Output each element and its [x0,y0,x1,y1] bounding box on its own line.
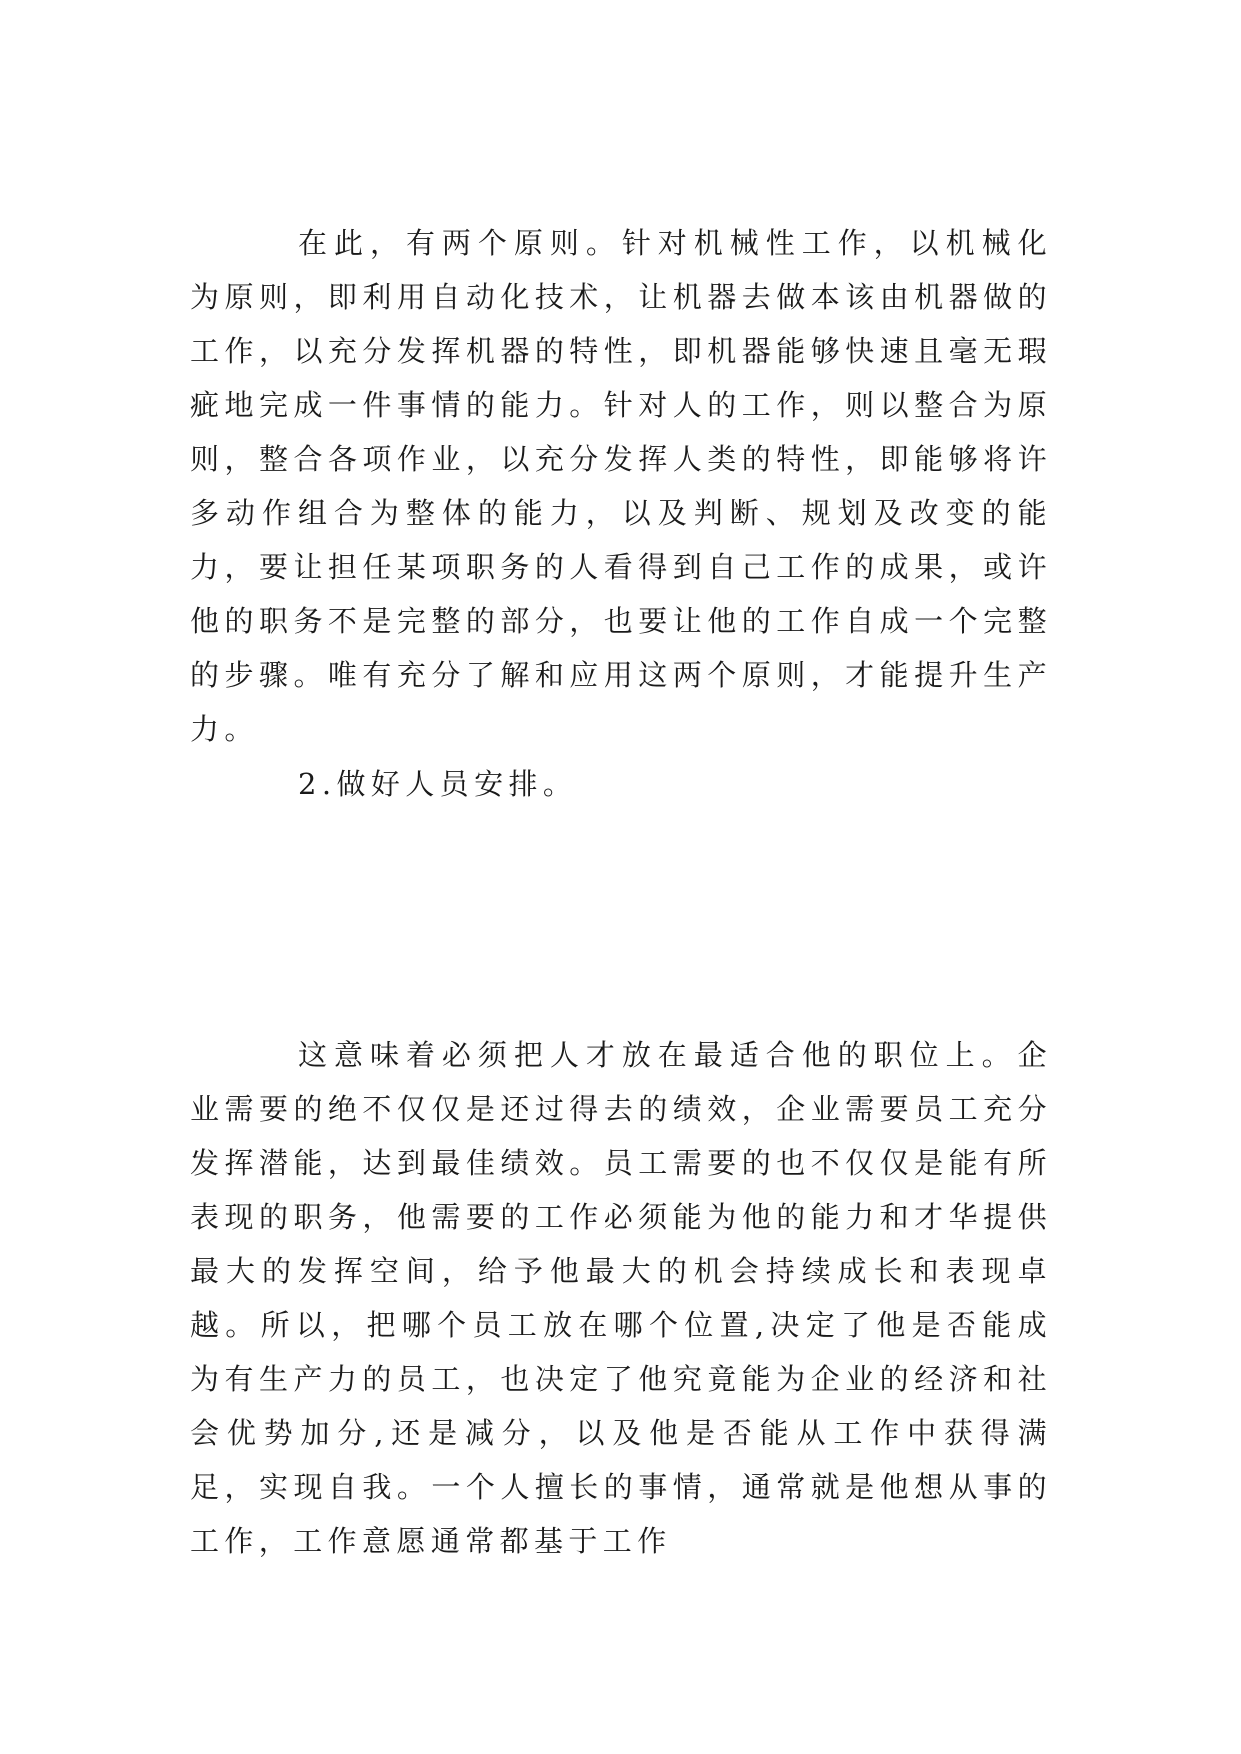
body-paragraph-principles: 在此，有两个原则。针对机械性工作，以机械化为原则，即利用自动化技术，让机器去做本该由机器做的工作，以充分发挥机器的特性，即机器能够快速且毫无瑕疵地完成一件事情的能力。针对人的工作，则以整合为原则，整合各项作业，以充分发挥人类的特性，即能够将许多动作组合为整体的能力，以及判断、规划及改变的能力，要让担任某项职务的人看得到自己工作的成果，或许他的职务不是完整的部分，也要让他的工作自成一个完整的步骤。唯有充分了解和应用这两个原则，才能提升生产力。 [190,226,1052,746]
body-paragraph-placement: 这意味着必须把人才放在最适合他的职位上。企业需要的绝不仅仅是还过得去的绩效，企业需要员工充分发挥潜能，达到最佳绩效。员工需要的也不仅仅是能有所表现的职务，他需要的工作必须能为他的能力和才华提供最大的发挥空间，给予他最大的机会持续成长和表现卓越。所以，把哪个员工放在哪个位置,决定了他是否能成为有生产力的员工，也决定了他究竟能为企业的经济和社会优势加分,还是减分，以及他是否能从工作中获得满足，实现自我。一个人擅长的事情，通常就是他想从事的工作，工作意愿通常都基于工作 [190,1038,1052,1558]
section-heading-staffing: 2.做好人员安排。 [298,767,578,801]
